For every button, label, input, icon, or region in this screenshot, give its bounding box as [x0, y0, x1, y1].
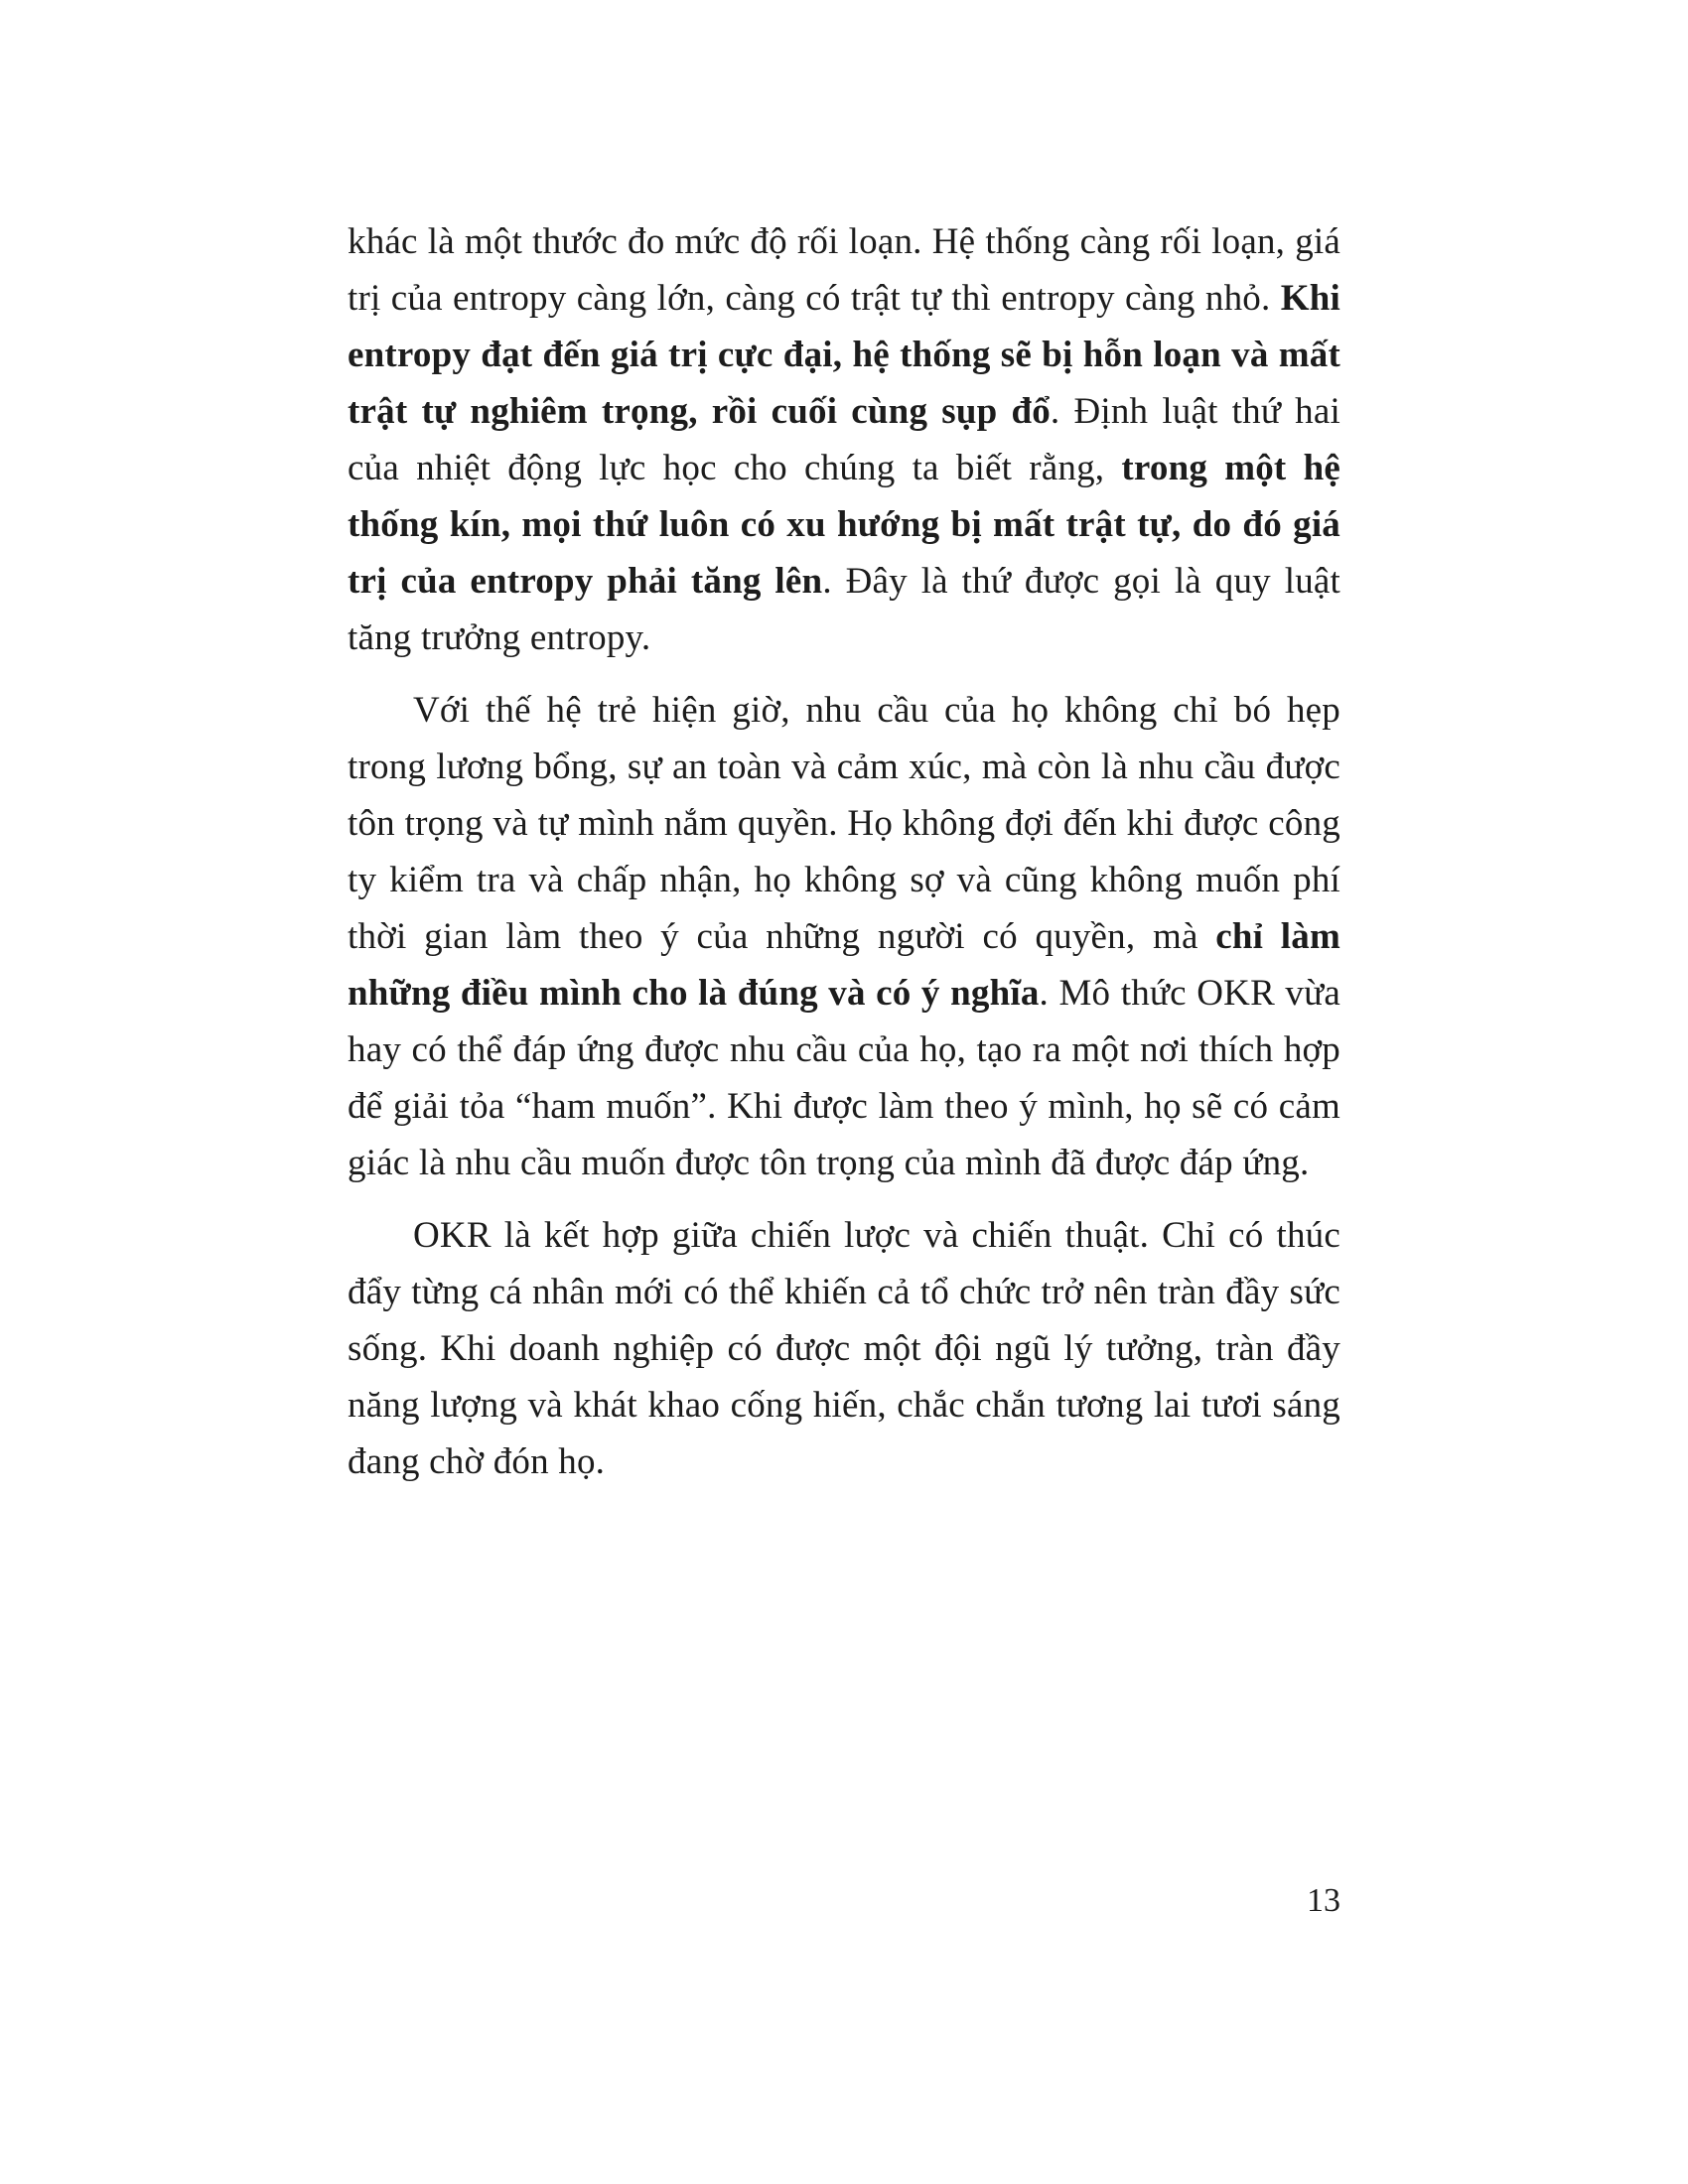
- bold-text-run: trong một hệ thống kín, mọi thứ luôn có xu hướng bị mất trật tự, do đó giá trị của entropy phải tăng lên: [348, 448, 1340, 602]
- text-run: Với thế hệ trẻ hiện giờ, nhu cầu của họ không chỉ bó hẹp trong lương bổng, sự an toàn và cảm xúc, mà còn là nhu cầu được tôn trọng và tự mình nắm quyền. Họ không đợi đến khi được công ty kiểm tra và chấp nhận, họ không sợ và cũng không muốn phí thời gian làm theo ý của những người có quyền, mà: [348, 690, 1340, 957]
- bold-text-run: Khi entropy đạt đến giá trị cực đại, hệ thống sẽ bị hỗn loạn và mất trật tự nghiêm trọng, rồi cuối cùng sụp đổ: [348, 278, 1340, 432]
- bold-text-run: chỉ làm những điều mình cho là đúng và có ý nghĩa: [348, 916, 1340, 1014]
- text-run: . Đây là thứ được gọi là quy luật tăng trưởng entropy.: [348, 561, 1340, 658]
- paragraph: [348, 213, 1340, 666]
- text-run: . Định luật thứ hai của nhiệt động lực học cho chúng ta biết rằng,: [348, 391, 1340, 488]
- text-run: OKR là kết hợp giữa chiến lược và chiến thuật. Chỉ có thúc đẩy từng cá nhân mới có thể khiến cả tổ chức trở nên tràn đầy sức sống. Khi doanh nghiệp có được một đội ngũ lý tưởng, tràn đầy năng lượng và khát khao cống hiến, chắc chắn tương lai tươi sáng đang chờ đón họ.: [348, 1215, 1340, 1482]
- page-text: [348, 213, 1340, 1506]
- text-run: khác là một thước đo mức độ rối loạn. Hệ thống càng rối loạn, giá trị của entropy càng lớn, càng có trật tự thì entropy càng nhỏ.: [348, 221, 1340, 319]
- text-run: . Mô thức OKR vừa hay có thể đáp ứng được nhu cầu của họ, tạo ra một nơi thích hợp để giải tỏa “ham muốn”. Khi được làm theo ý mình, họ sẽ có cảm giác là nhu cầu muốn được tôn trọng của mình đã được đáp ứng.: [348, 973, 1340, 1183]
- paragraph: [348, 1207, 1340, 1490]
- page-number: 13: [1307, 1882, 1340, 1919]
- paragraph: [348, 682, 1340, 1191]
